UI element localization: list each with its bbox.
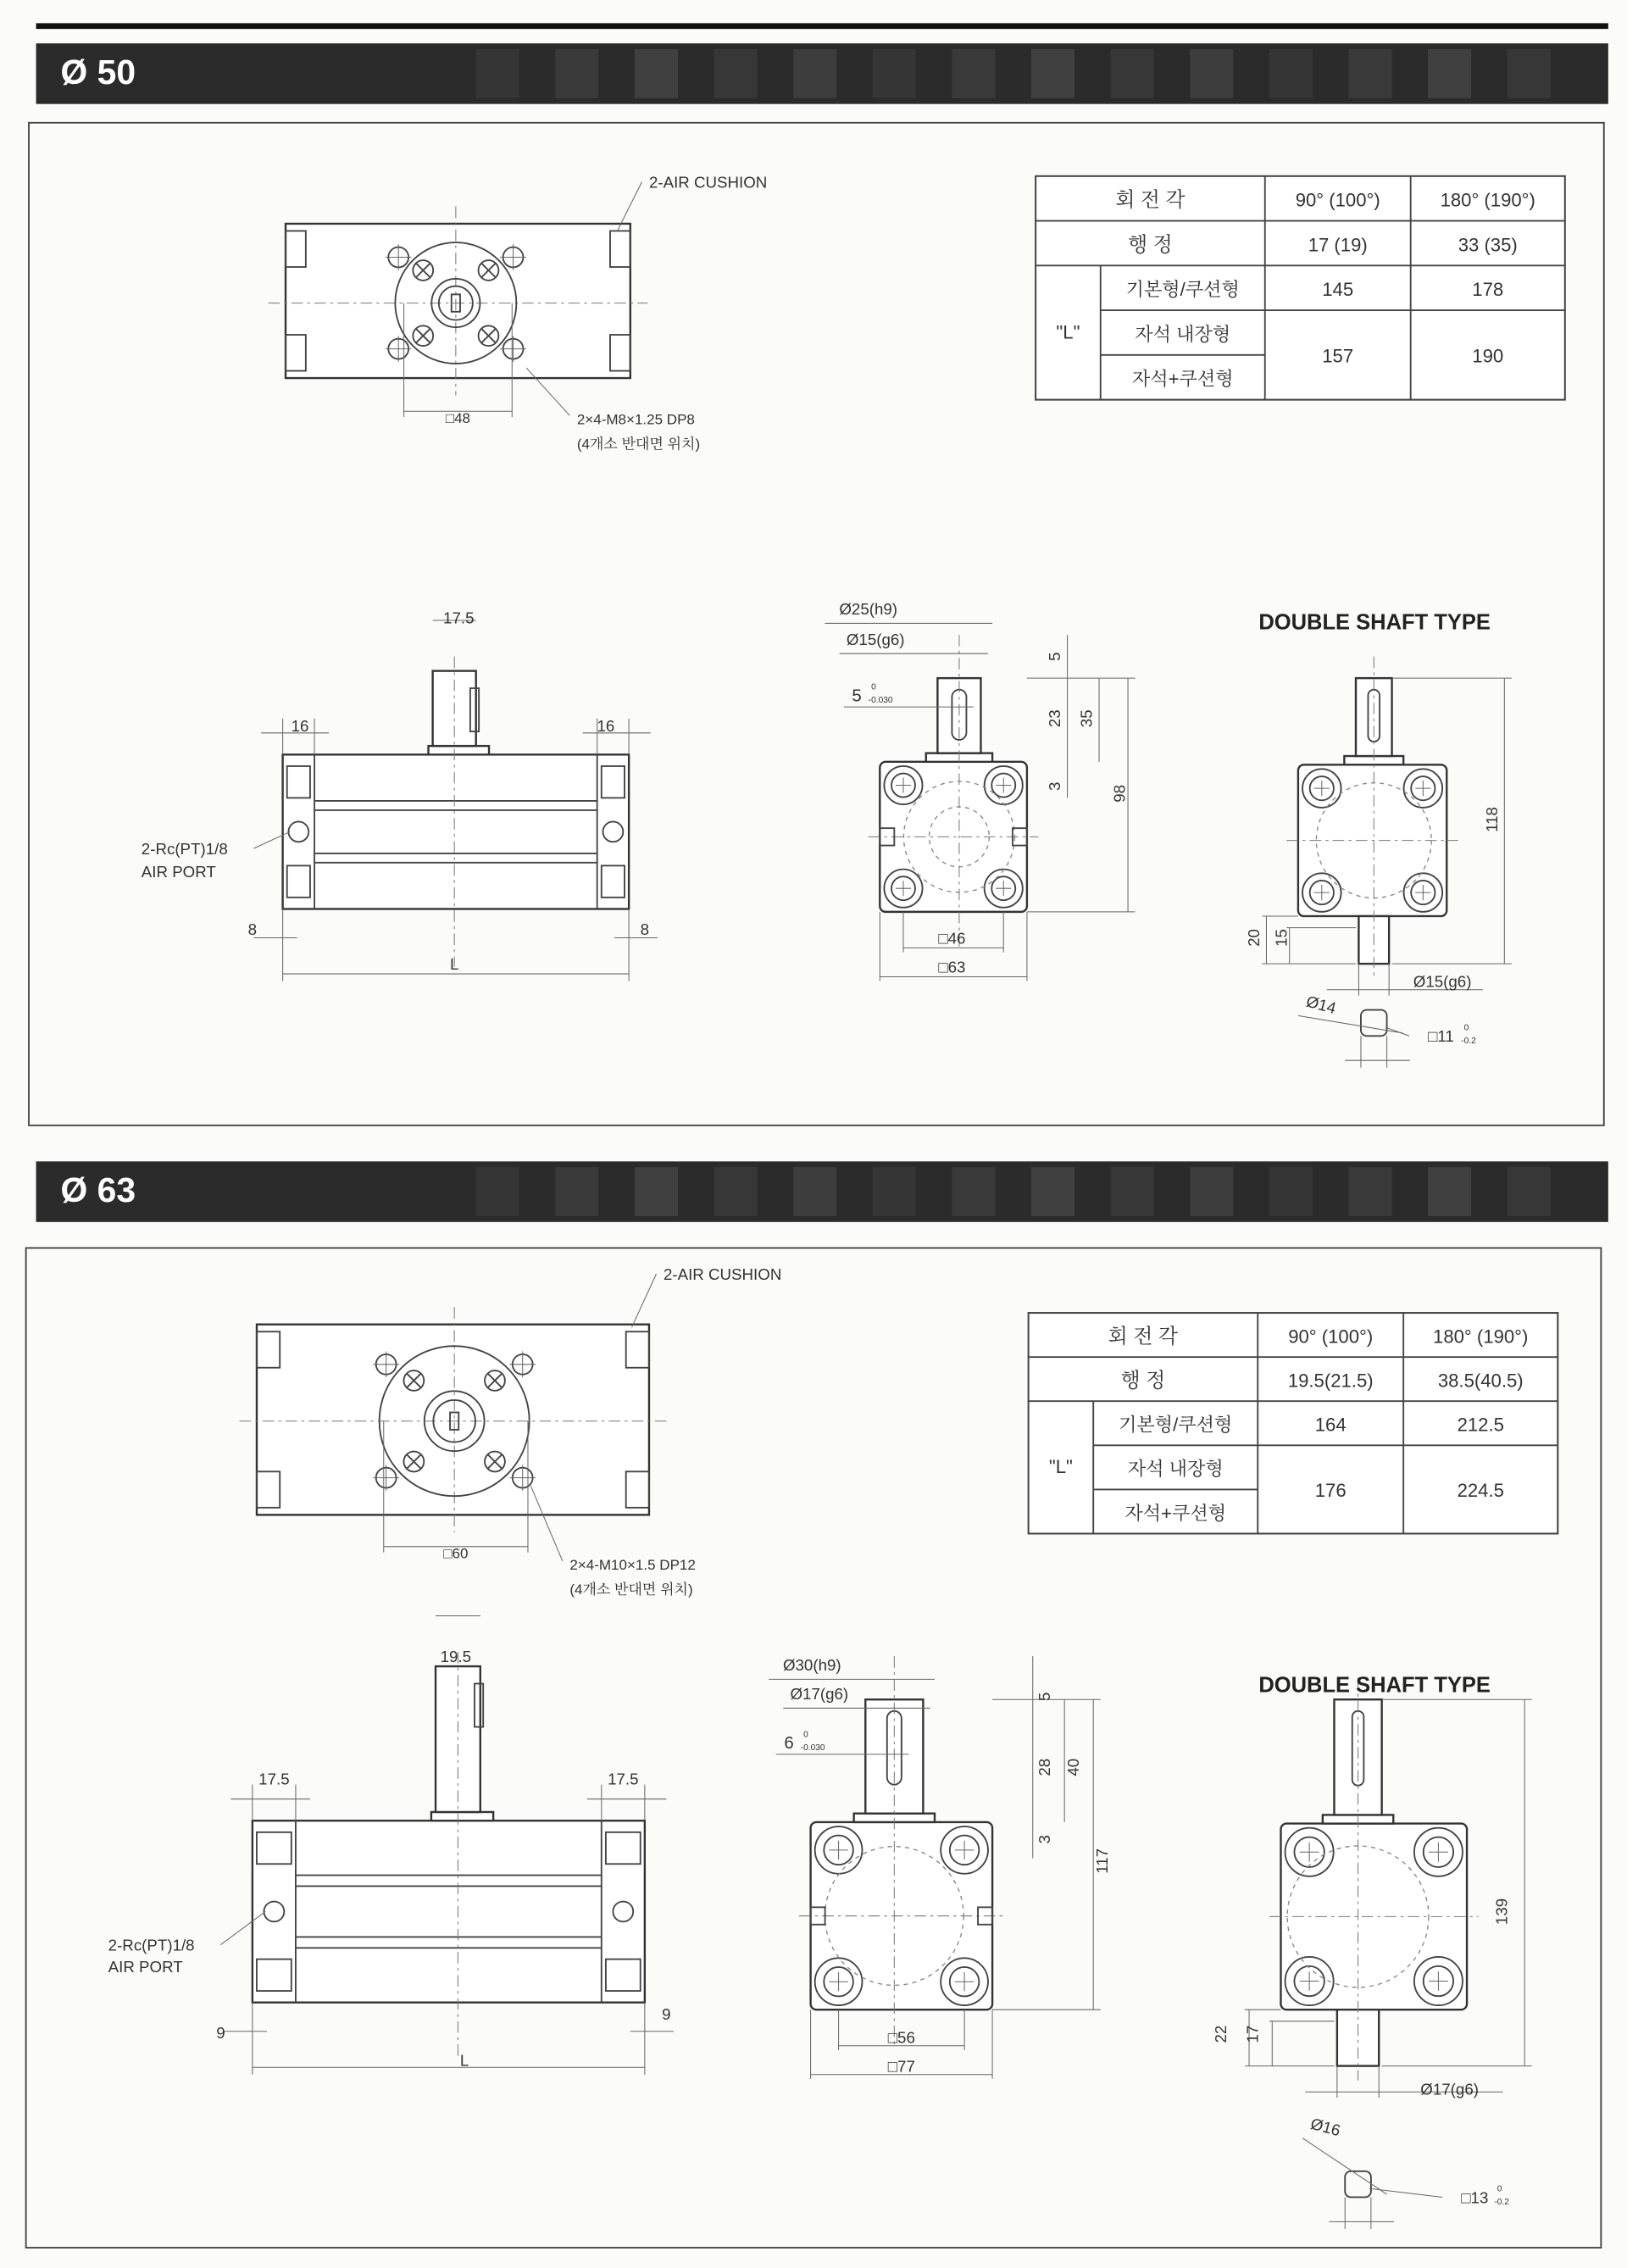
mount-thread-label: 2×4-M10×1.5 DP12 (569, 1557, 696, 1573)
header-texture (1508, 1167, 1551, 1216)
header-texture (1508, 49, 1551, 98)
front-dim-port-1: 2-Rc(PT)1/8 (142, 840, 228, 858)
header-texture (1269, 1167, 1313, 1216)
table-stroke-180: 38.5(40.5) (1438, 1370, 1524, 1392)
header-texture (1269, 49, 1313, 98)
side-dim-shaft: 40 (1064, 1759, 1082, 1776)
double-flat-tol-lower: -0.2 (1461, 1037, 1476, 1046)
side-body-square: □63 (938, 958, 965, 976)
front-dim-port-2: AIR PORT (108, 1958, 183, 1976)
side-dim-key: 28 (1036, 1759, 1053, 1776)
double-flat-dia: Ø14 (1304, 992, 1338, 1017)
header-texture (1190, 1167, 1233, 1216)
header-texture (1031, 1167, 1074, 1216)
table-row-label: 자석 내장형 (1128, 1459, 1224, 1480)
front-dim-cap-left: 17.5 (258, 1770, 289, 1788)
header-texture (1111, 1167, 1154, 1216)
header-texture (1190, 49, 1233, 98)
double-dim-total: 139 (1493, 1898, 1511, 1925)
table-l-magnet-180: 190 (1472, 345, 1503, 366)
table-row-label: 자석+쿠션형 (1124, 1503, 1226, 1524)
header-texture (555, 1167, 598, 1216)
actuator-body (283, 754, 630, 909)
side-body-square: □77 (888, 2057, 915, 2075)
side-bolt-square: □46 (938, 929, 965, 947)
front-dim-cap-right: 16 (597, 717, 614, 735)
section-title: Ø 50 (60, 53, 136, 92)
mount-note-label: (4개소 반대면 위치) (569, 1581, 692, 1598)
side-dim-top: 5 (1036, 1693, 1053, 1701)
section-header-bar (36, 1161, 1608, 1221)
table-row-label: 기본형/쿠션형 (1119, 1415, 1232, 1436)
double-flat-tol-upper: 0 (1497, 2185, 1502, 2194)
double-dim-shaft: 22 (1212, 2026, 1230, 2043)
double-flat-tol-upper: 0 (1464, 1023, 1469, 1032)
front-dim-length: L (450, 955, 458, 973)
side-key-tol-upper: 0 (803, 1730, 808, 1739)
table-stroke-label: 행 정 (1121, 1370, 1166, 1392)
table-l-magnet-90: 176 (1315, 1480, 1347, 1501)
side-dim-base: 3 (1046, 782, 1063, 791)
table-l-magnet-180: 224.5 (1458, 1480, 1504, 1501)
side-dim-shaft: 35 (1078, 709, 1096, 727)
header-texture (635, 49, 678, 98)
double-dim-flat: 17 (1243, 2026, 1261, 2043)
side-shaft-dia: Ø17(g6) (790, 1685, 848, 1703)
table-l-basic-90: 164 (1315, 1415, 1347, 1436)
front-dim-port-2: AIR PORT (142, 863, 216, 881)
flange-square-dim: □48 (446, 410, 470, 426)
double-dim-shaft: 20 (1245, 929, 1263, 947)
side-outer-dia: Ø30(h9) (783, 1656, 841, 1674)
side-dim-total: 98 (1111, 785, 1129, 803)
double-flat-tol-lower: -0.2 (1494, 2198, 1509, 2207)
front-dim-shaft-offset: 19.5 (441, 1648, 471, 1665)
table-col-90: 90° (100°) (1296, 190, 1380, 211)
double-shaft-title: DOUBLE SHAFT TYPE (1258, 1674, 1491, 1698)
table-stroke-90: 17 (19) (1308, 234, 1368, 255)
header-texture (873, 1167, 916, 1216)
header-texture (1348, 1167, 1391, 1216)
table-l-basic-180: 178 (1472, 279, 1503, 300)
side-outer-dia: Ø25(h9) (839, 600, 897, 618)
spec-table (1036, 176, 1565, 400)
table-col-180: 180° (190°) (1441, 190, 1535, 211)
header-texture (1428, 1167, 1471, 1216)
actuator-body (253, 1821, 645, 2002)
table-row-label: 자석 내장형 (1135, 324, 1230, 345)
double-flat-square: □13 (1461, 2188, 1488, 2206)
double-flat-dia: Ø16 (1308, 2115, 1342, 2139)
double-shaft-dia: Ø17(g6) (1420, 2081, 1479, 2098)
header-texture (793, 49, 836, 98)
table-row-label: 기본형/쿠션형 (1126, 279, 1240, 300)
table-l-label: "L" (1049, 1456, 1073, 1477)
table-col-180: 180° (190°) (1433, 1326, 1528, 1347)
header-texture (793, 1167, 836, 1216)
side-key-tol-lower: -0.030 (869, 696, 893, 705)
actuator-body (257, 1325, 649, 1515)
table-row-label: 자석+쿠션형 (1132, 369, 1234, 390)
side-shaft-dia: Ø15(g6) (847, 631, 905, 648)
side-dim-total: 117 (1093, 1848, 1111, 1874)
section-title: Ø 63 (60, 1170, 136, 1209)
table-col-90: 90° (100°) (1288, 1326, 1373, 1347)
front-dim-bottom-right: 9 (662, 2005, 670, 2023)
header-texture (1111, 49, 1154, 98)
side-key-tol-lower: -0.030 (801, 1743, 825, 1753)
front-dim-cap-right: 17.5 (608, 1770, 638, 1788)
header-texture (1428, 49, 1471, 98)
table-stroke-180: 33 (35) (1458, 234, 1518, 255)
section-header-bar (36, 43, 1608, 103)
header-texture (555, 49, 598, 98)
header-texture (952, 1167, 995, 1216)
header-texture (714, 49, 758, 98)
front-dim-bottom-left: 8 (248, 920, 257, 938)
header-texture (635, 1167, 678, 1216)
flange-square-dim: □60 (443, 1545, 468, 1561)
side-dim-base: 3 (1036, 1835, 1053, 1843)
air-cushion-label: 2-AIR CUSHION (664, 1265, 781, 1283)
double-dim-flat: 15 (1272, 929, 1290, 947)
header-texture (476, 49, 519, 98)
side-dim-key: 23 (1046, 709, 1063, 727)
side-key-width: 6 (784, 1734, 793, 1753)
table-stroke-label: 행 정 (1128, 233, 1173, 256)
table-l-magnet-90: 157 (1322, 345, 1353, 366)
side-bolt-square: □56 (888, 2028, 915, 2046)
header-texture (873, 49, 916, 98)
header-texture (952, 49, 995, 98)
front-dim-cap-left: 16 (292, 717, 309, 735)
header-texture (1348, 49, 1391, 98)
mount-thread-label: 2×4-M8×1.25 DP8 (577, 412, 695, 428)
front-dim-length: L (460, 2052, 469, 2070)
side-key-width: 5 (852, 687, 861, 705)
table-angle-label: 회 전 각 (1115, 189, 1185, 212)
actuator-body (286, 224, 630, 378)
air-cushion-label: 2-AIR CUSHION (649, 173, 767, 191)
header-texture (714, 1167, 758, 1216)
catalog-page (0, 0, 1627, 2268)
front-dim-port-1: 2-Rc(PT)1/8 (108, 1936, 195, 1954)
front-dim-bottom-left: 9 (216, 2024, 225, 2042)
header-texture (1031, 49, 1074, 98)
side-dim-top: 5 (1046, 652, 1063, 660)
double-shaft-dia: Ø15(g6) (1413, 972, 1472, 990)
table-l-basic-90: 145 (1322, 279, 1353, 300)
table-l-basic-180: 212.5 (1458, 1415, 1504, 1436)
table-stroke-90: 19.5(21.5) (1288, 1370, 1374, 1392)
front-dim-bottom-right: 8 (641, 920, 649, 938)
table-l-label: "L" (1056, 321, 1080, 342)
double-flat-square: □11 (1428, 1027, 1454, 1045)
spec-table (1029, 1313, 1558, 1533)
mount-note-label: (4개소 반대면 위치) (577, 435, 700, 452)
shaft-base (429, 746, 489, 754)
side-key-tol-upper: 0 (871, 683, 876, 692)
front-dim-shaft-offset: 17.5 (443, 609, 474, 626)
table-angle-label: 회 전 각 (1108, 1325, 1178, 1348)
double-shaft-title: DOUBLE SHAFT TYPE (1258, 610, 1491, 634)
double-dim-total: 118 (1483, 807, 1501, 832)
header-texture (476, 1167, 519, 1216)
shaft-base (431, 1812, 493, 1821)
